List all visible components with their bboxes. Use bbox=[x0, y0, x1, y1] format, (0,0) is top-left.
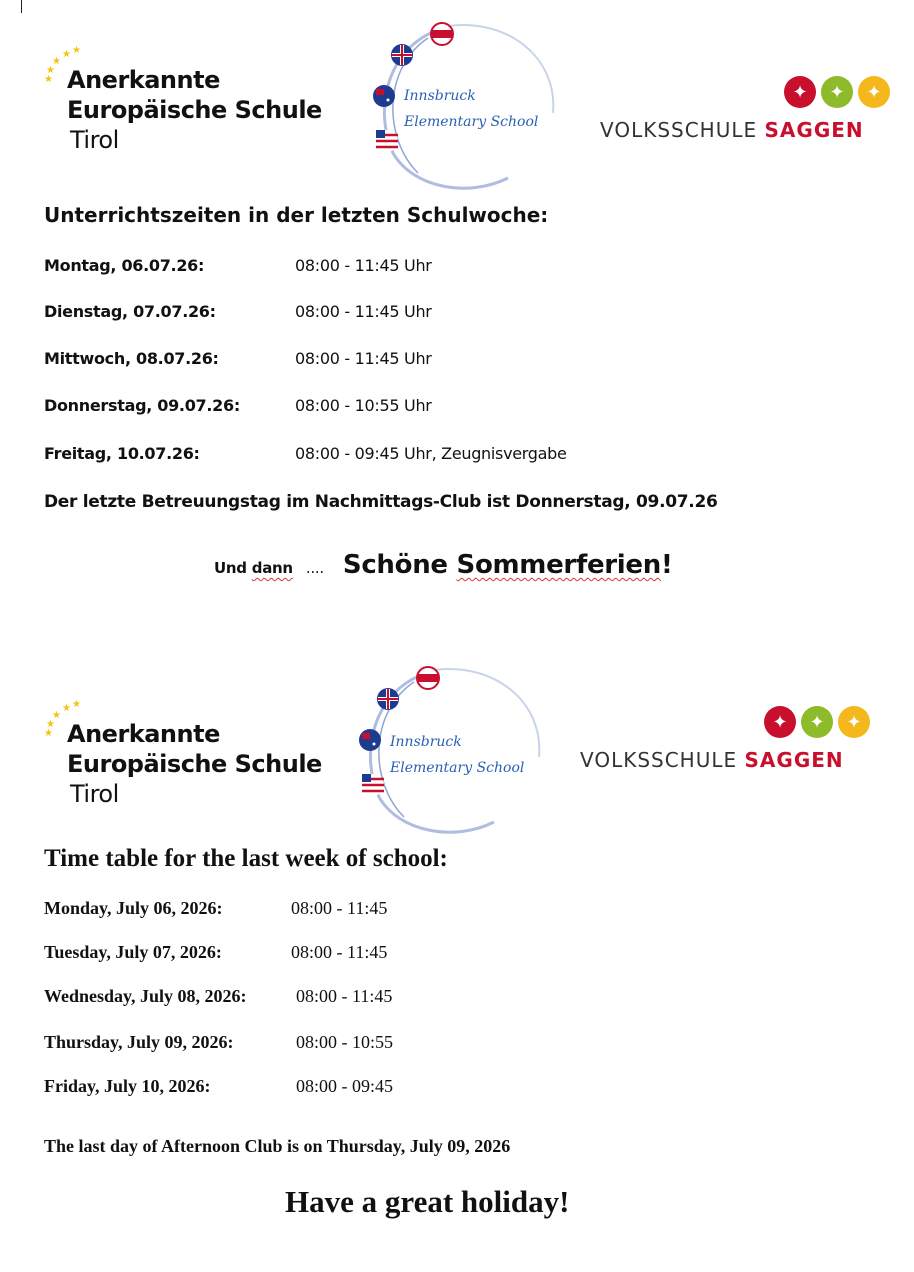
vs-word1: VOLKSSCHULE bbox=[600, 118, 758, 142]
red-figure-icon: ✦ bbox=[784, 76, 816, 108]
logo-european-school bbox=[67, 65, 322, 155]
logo-volksschule-saggen-2 bbox=[580, 706, 870, 772]
closing-dots: .... bbox=[305, 559, 324, 577]
english-time-3: 08:00 - 11:45 bbox=[296, 986, 393, 1006]
vs-word1-2: VOLKSSCHULE bbox=[580, 748, 738, 772]
logo-ies-line1: Innsbruck bbox=[404, 88, 476, 104]
german-time-3: 08:00 - 11:45 Uhr bbox=[295, 349, 432, 368]
yellow-figure-icon: ✦ bbox=[858, 76, 890, 108]
english-day-2: Tuesday, July 07, 2026: bbox=[44, 942, 222, 962]
german-club-note: Der letzte Betreuungstag im Nachmittags-Club ist Donnerstag, 09.07.26 bbox=[44, 492, 718, 512]
english-day-3: Wednesday, July 08, 2026: bbox=[44, 986, 247, 1006]
german-title: Unterrichtszeiten in der letzten Schulwoche: bbox=[44, 203, 549, 227]
logo-ees-line3: Tirol bbox=[70, 126, 119, 154]
logo-ees-line3-2: Tirol bbox=[70, 780, 119, 808]
usa-flag-icon-2 bbox=[362, 774, 384, 796]
german-closing bbox=[214, 550, 673, 580]
closing-sommerferien: Sommerferien bbox=[456, 550, 661, 580]
german-day-4: Donnerstag, 09.07.26: bbox=[44, 396, 240, 415]
closing-dann: dann bbox=[251, 559, 293, 577]
english-time-1: 08:00 - 11:45 bbox=[291, 898, 388, 918]
german-day-2: Dienstag, 07.07.26: bbox=[44, 302, 216, 321]
ies-swoosh-icon-2 bbox=[354, 662, 554, 842]
english-time-5: 08:00 - 09:45 bbox=[296, 1076, 393, 1096]
logo-volksschule-saggen bbox=[600, 76, 890, 142]
german-day-3: Mittwoch, 08.07.26: bbox=[44, 349, 219, 368]
closing-bang: ! bbox=[660, 550, 673, 580]
eu-stars-icon-2: ★ ★ ★ ★ ★ bbox=[44, 699, 81, 739]
english-club-note: The last day of Afternoon Club is on Thursday, July 09, 2026 bbox=[44, 1136, 511, 1156]
ies-swoosh-icon bbox=[368, 18, 568, 198]
green-figure-icon: ✦ bbox=[821, 76, 853, 108]
closing-schoene: Schöne bbox=[342, 550, 448, 580]
yellow-figure-icon-2: ✦ bbox=[838, 706, 870, 738]
logo-ees-line1: Anerkannte bbox=[67, 66, 220, 94]
german-day-5: Freitag, 10.07.26: bbox=[44, 444, 200, 463]
english-day-4: Thursday, July 09, 2026: bbox=[44, 1032, 234, 1052]
logo-european-school-2 bbox=[67, 719, 322, 809]
german-day-1: Montag, 06.07.26: bbox=[44, 256, 205, 275]
austria-flag-icon-2 bbox=[417, 667, 439, 689]
australia-flag-icon bbox=[373, 85, 395, 107]
closing-und: Und bbox=[214, 559, 247, 577]
red-figure-icon-2: ✦ bbox=[764, 706, 796, 738]
logo-innsbruck-elementary bbox=[368, 18, 568, 198]
uk-flag-icon-2 bbox=[377, 688, 399, 710]
logo-ees-line2: Europäische Schule bbox=[67, 96, 322, 124]
english-closing: Have a great holiday! bbox=[285, 1184, 570, 1219]
english-day-1: Monday, July 06, 2026: bbox=[44, 898, 223, 918]
german-time-1: 08:00 - 11:45 Uhr bbox=[295, 256, 432, 275]
text-cursor bbox=[21, 0, 22, 13]
logo-ies-line1-2: Innsbruck bbox=[390, 734, 462, 750]
logo-innsbruck-elementary-2 bbox=[354, 662, 554, 842]
australia-flag-icon-2 bbox=[359, 729, 381, 751]
vs-word2-2: SAGGEN bbox=[744, 748, 844, 772]
vs-wordmark-2 bbox=[580, 748, 870, 772]
english-title: Time table for the last week of school: bbox=[44, 845, 448, 872]
logo-ies-line2: Elementary School bbox=[404, 114, 539, 130]
german-time-5: 08:00 - 09:45 Uhr, Zeugnisvergabe bbox=[295, 444, 567, 463]
english-time-4: 08:00 - 10:55 bbox=[296, 1032, 393, 1052]
vs-wordmark bbox=[600, 118, 890, 142]
vs-figures bbox=[784, 76, 890, 108]
german-time-4: 08:00 - 10:55 Uhr bbox=[295, 396, 432, 415]
logo-ees-line2-2: Europäische Schule bbox=[67, 750, 322, 778]
austria-flag-icon bbox=[431, 23, 453, 45]
vs-figures-2 bbox=[764, 706, 870, 738]
german-time-2: 08:00 - 11:45 Uhr bbox=[295, 302, 432, 321]
uk-flag-icon bbox=[391, 44, 413, 66]
green-figure-icon-2: ✦ bbox=[801, 706, 833, 738]
eu-stars-icon: ★ ★ ★ ★ ★ bbox=[44, 45, 81, 85]
vs-word2: SAGGEN bbox=[764, 118, 864, 142]
usa-flag-icon bbox=[376, 130, 398, 152]
logo-ies-line2-2: Elementary School bbox=[390, 760, 525, 776]
english-time-2: 08:00 - 11:45 bbox=[291, 942, 388, 962]
logo-ees-line1-2: Anerkannte bbox=[67, 720, 220, 748]
english-day-5: Friday, July 10, 2026: bbox=[44, 1076, 211, 1096]
